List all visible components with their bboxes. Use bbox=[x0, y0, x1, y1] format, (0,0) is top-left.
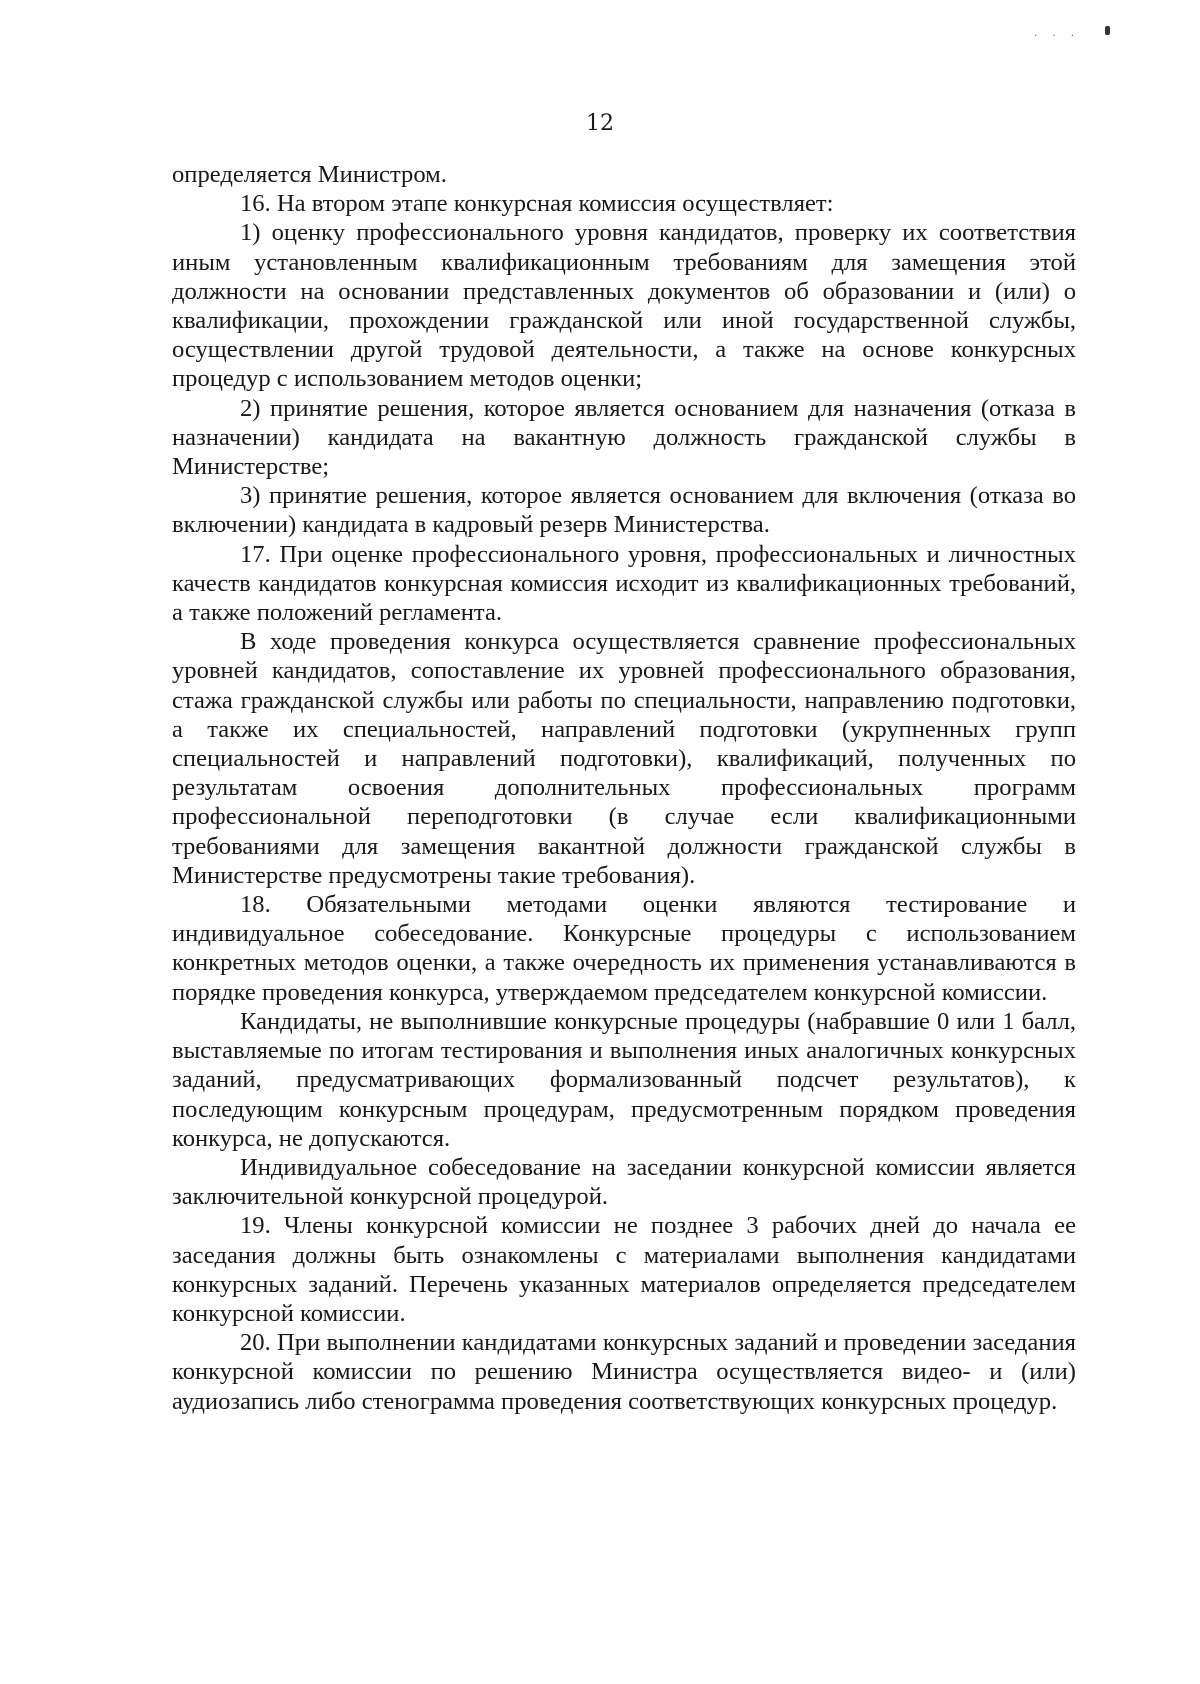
paragraph: 1) оценку профессионального уровня кандидатов, проверку их соответствия иным установленным квалификационным требованиям для замещения этой должности на основании представленных документов об образовании и (или) о квалификации, прохождении гражданской или иной государственной службы, осуществлении другой трудовой деятельности, а также на основе конкурсных процедур с использованием методов оценки; bbox=[172, 219, 1076, 393]
scan-artifact: . . . bbox=[1034, 28, 1080, 39]
paragraph: 20. При выполнении кандидатами конкурсных заданий и проведении заседания конкурсной комиссии по решению Министра осуществляется видео- и (или) аудиозапись либо стенограмма проведения соответствующих конкурсных процедур. bbox=[172, 1329, 1076, 1415]
paragraph: 2) принятие решения, которое является основанием для назначения (отказа в назначении) кандидата на вакантную должность гражданской службы в Министерстве; bbox=[172, 394, 1076, 481]
paragraph: Кандидаты, не выполнившие конкурсные процедуры (набравшие 0 или 1 балл, выставляемые по итогам тестирования и выполнения иных аналогичных конкурсных заданий, предусматривающих формализованный подсчет результатов), к последующим конкурсным процедурам, предусмотренным порядком проведения конкурса, не допускаются. bbox=[172, 1007, 1076, 1152]
paragraph: 19. Члены конкурсной комиссии не позднее 3 рабочих дней до начала ее заседания должны быть ознакомлены с материалами выполнения кандидатами конкурсных заданий. Перечень указанных материалов определяется председателем конкурсной комиссии. bbox=[172, 1212, 1076, 1327]
paragraph: 17. При оценке профессионального уровня, профессиональных и личностных качеств кандидатов конкурсная комиссия исходит из квалификационных требований, а также положений регламента. bbox=[172, 540, 1076, 627]
scan-artifact-dot bbox=[1105, 26, 1110, 35]
document-body bbox=[172, 160, 1076, 1416]
paragraph: В ходе проведения конкурса осуществляется сравнение профессиональных уровней кандидатов, сопоставление их уровней профессионального образования, стажа гражданской службы или работы по специальности, направлению подготовки, а также их специальностей, направлений подготовки (укрупненных групп специальностей и направлений подготовки), квалификаций, полученных по результатам освоения дополнительных профессиональных программ профессиональной переподготовки (в случае если квалификационными требованиями для замещения вакантной должности гражданской службы в Министерстве предусмотрены такие требования). bbox=[172, 628, 1076, 889]
page-number: 12 bbox=[586, 111, 614, 136]
paragraph: 16. На втором этапе конкурсная комиссия осуществляет: bbox=[240, 190, 834, 218]
paragraph: 18. Обязательными методами оценки являются тестирование и индивидуальное собеседование. Конкурсные процедуры с использованием конкретных методов оценки, а также очередность их применения устанавливаются в порядке проведения конкурса, утверждаемом председателем конкурсной комиссии. bbox=[172, 891, 1076, 1006]
paragraph: определяется Министром. bbox=[172, 161, 447, 188]
paragraph: Индивидуальное собеседование на заседании конкурсной комиссии является заключительной конкурсной процедурой. bbox=[172, 1153, 1076, 1211]
paragraph: 3) принятие решения, которое является основанием для включения (отказа во включении) кандидата в кадровый резерв Министерства. bbox=[172, 482, 1076, 539]
